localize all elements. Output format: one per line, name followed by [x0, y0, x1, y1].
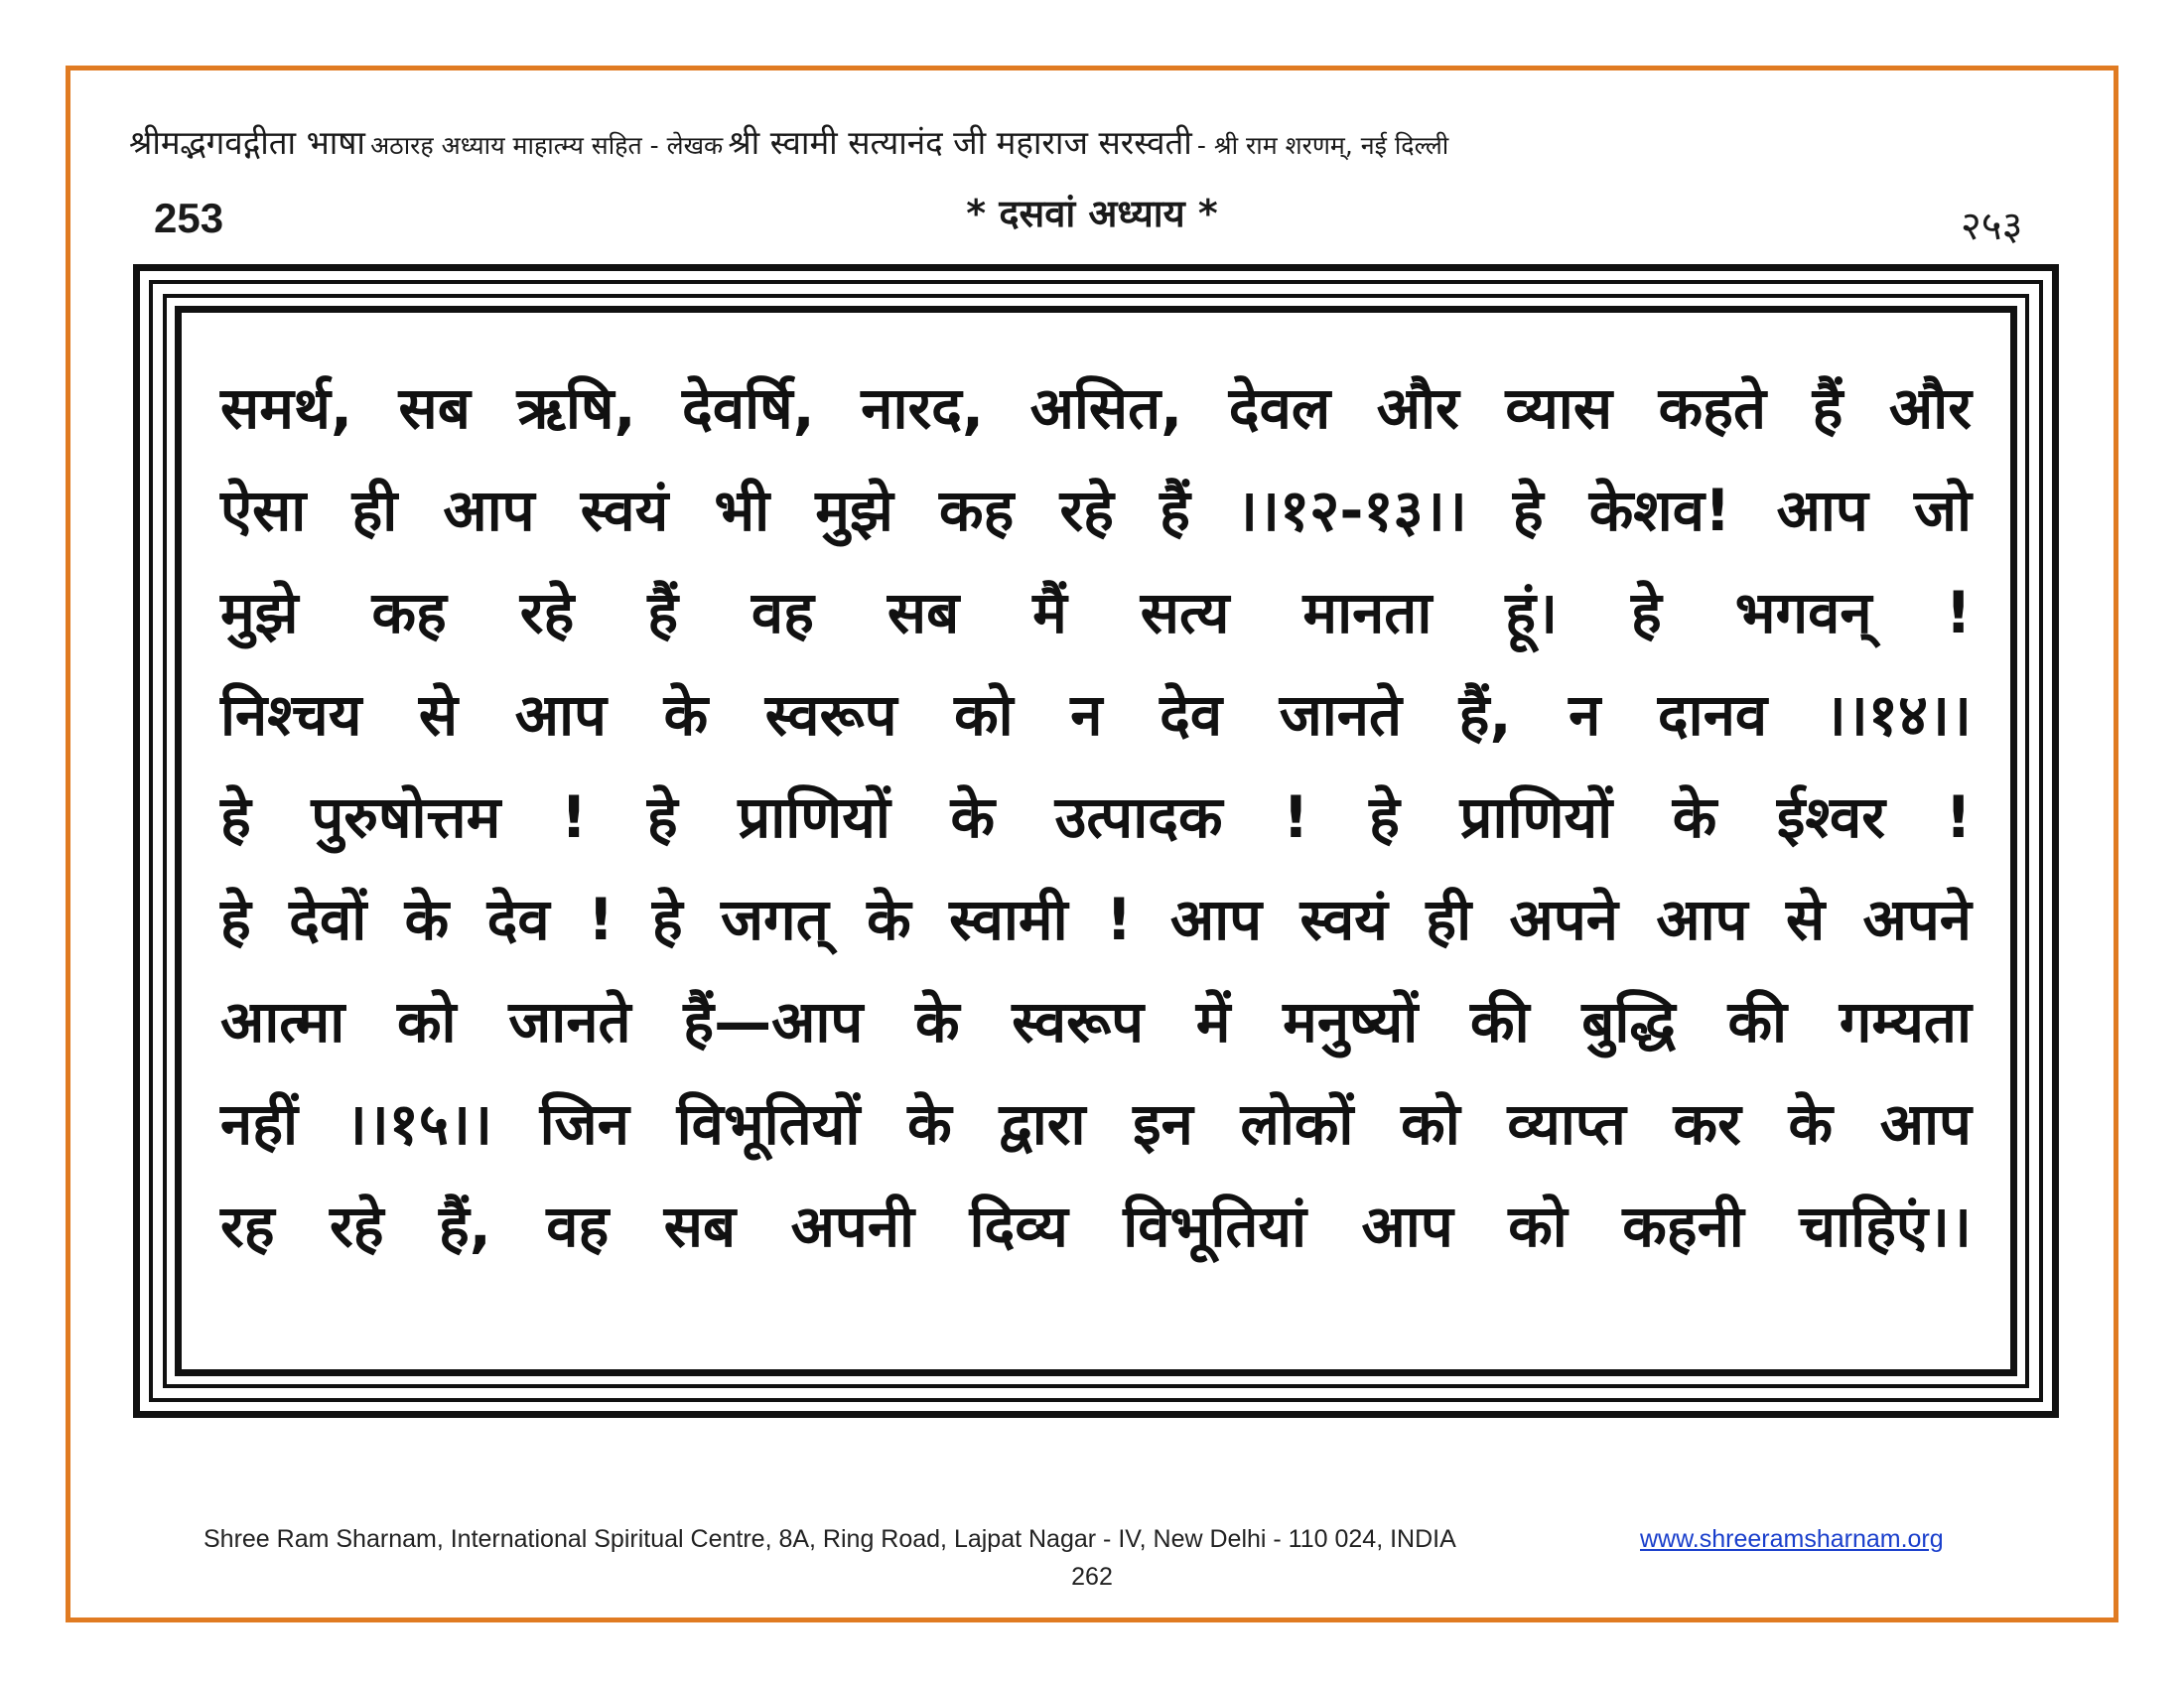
footer-page-number: 262 — [1071, 1563, 1113, 1591]
verse-text — [220, 357, 1972, 1278]
chapter-title: * दसवां अध्याय * — [966, 192, 1218, 235]
verse-line: नहीं ।।१५।। जिन विभूतियों के द्वारा इन लोकों को व्याप्त कर के आप — [220, 1090, 1972, 1158]
verse-line: निश्चय से आप के स्वरूप को न देव जानते हैं, न दानव ।।१४।। — [220, 681, 1972, 749]
verse-line: आत्मा को जानते हैं—आप के स्वरूप में मनुष्यों की बुद्धि की गम्यता — [220, 988, 1972, 1055]
verse-line: समर्थ, सब ऋषि, देवर्षि, नारद, असित, देवल और व्यास कहते हैं और — [220, 374, 1972, 442]
footer-address: Shree Ram Sharnam, International Spiritual Centre, 8A, Ring Road, Lajpat Nagar - IV, New Delhi - 110 024, INDIA — [204, 1525, 1456, 1553]
verse-line: हे पुरुषोत्तम ! हे प्राणियों के उत्पादक ! हे प्राणियों के ईश्वर ! — [220, 783, 1972, 851]
page-number-devanagari: २५३ — [1961, 204, 2023, 249]
book-publisher: - श्री राम शरणम्, नई दिल्ली — [1196, 131, 1449, 160]
book-author: श्री स्वामी सत्यानंद जी महाराज सरस्वती — [728, 123, 1192, 162]
website-link[interactable]: www.shreeramsharnam.org — [1640, 1525, 1944, 1553]
book-subtitle: अठारह अध्याय माहात्म्य सहित - लेखक — [370, 131, 724, 160]
verse-line: ऐसा ही आप स्वयं भी मुझे कह रहे हैं ।।१२-१३।। हे केशव! आप जो — [220, 477, 1972, 544]
book-header — [129, 119, 2065, 164]
verse-line: मुझे कह रहे हैं वह सब मैं सत्य मानता हूं। हे भगवन् ! — [220, 579, 1972, 646]
page-number-arabic: 253 — [154, 195, 224, 241]
verse-line: रह रहे हैं, वह सब अपनी दिव्य विभूतियां आप को कहनी चाहिएं।। — [220, 1193, 1972, 1260]
verse-line: हे देवों के देव ! हे जगत् के स्वामी ! आप स्वयं ही अपने आप से अपने — [220, 886, 1972, 953]
book-title: श्रीमद्भगवद्गीता भाषा — [129, 123, 365, 162]
